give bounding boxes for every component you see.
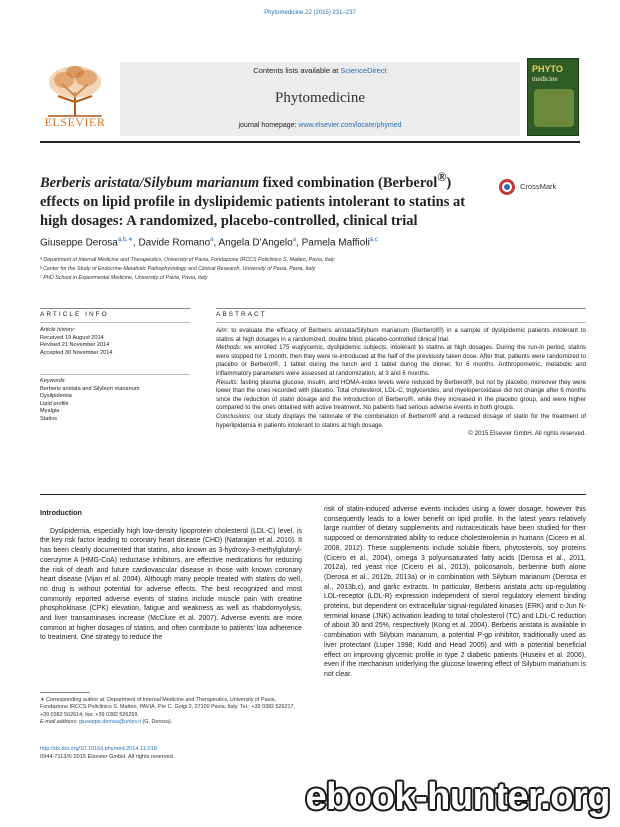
article-info-label: ARTICLE INFO [40,311,109,318]
homepage-prefix: journal homepage: [238,122,299,129]
contents-availability [120,66,520,75]
history-heading: Article history: [40,327,76,333]
abstract-conclusions [216,413,586,430]
cover-title: PHYTO [532,64,563,74]
doi-link[interactable]: http://dx.doi.org/10.1016/j.phymed.2014.11.018 [40,746,157,752]
article-info-rule [40,308,190,309]
abstract-copyright: © 2015 Elsevier GmbH. All rights reserved. [468,430,586,438]
keyword: Lipid profile [40,400,69,407]
issn-rights: 0944-7113/© 2015 Elsevier GmbH. All rights reserved. [40,753,175,760]
doi-block [40,746,340,761]
elsevier-tree-icon [40,62,110,118]
abstract-subrule [216,322,586,323]
article-history [40,327,190,357]
email-label: E-mail address: [40,719,79,726]
affiliation: ᵇ Center for the Study of Endocrine-Metabolic Pathophysiology and Clinical Research, University of Pavia, Pavia, Italy [40,266,316,272]
author-affiliation-marker[interactable]: a [292,237,297,243]
body-divider [40,494,586,495]
author-affiliation-marker[interactable]: a,c [369,237,378,243]
journal-cover-thumbnail[interactable] [527,58,579,136]
registered-mark: ® [437,170,447,184]
abstract-label: ABSTRACT [216,311,267,318]
history-received: Received 19 August 2014 [40,334,104,341]
title-species: Berberis aristata/Silybum marianum [40,174,260,191]
journal-name: Phytomedicine [275,90,365,106]
title-part-2: ) effects on lipid profile in dyslipidemic patients intolerant to statins at high dosages: A randomized, placebo-controlled, clinical trial [40,174,466,229]
keyword: Statins [40,415,58,422]
affiliation-list [40,256,580,283]
author-name[interactable]: Davide Romano [138,237,211,249]
abstract-methods [216,344,586,378]
article-title [40,168,480,231]
affiliation: ᵃ Department of Internal Medicine and Therapeutics, University of Pavia, Fondazione IRCCS Policlinico S. Matteo, Pavia, Italy [40,257,335,263]
methods-text: we enrolled 175 euglycemic, dyslipidemic subjects, intolerant to statins at high dosages. During the run-in period, statins were stopped for 1 month, then they were re-introduced at the half of the previously taken dose. After that, patients were randomized to placebo or Berberol®, 1 tablet during the lunch and 1 tablet during the dinner, for 6 months. Anthropometric, metabolic and inflammatory parameters were assessed at randomization, at 3 and 6 months. [216,344,586,377]
footnote-rule [40,692,90,693]
intro-paragraph-continued: risk of statin-induced adverse events includes using a lower dosage, however this consequently leads to a lower benefit on lipid profile. In the latest years relatively large number of dietary supplements and nutraceuticals have been studied for their supposed or demonstrated ability to reduce cholesterolemia in humans (Cicero et al. 2008, 2012). These supplements include soluble fibers, phytosterols, soy proteins (Cicero et al., 2004), omega 3 polyunsaturated fatty acids (Derosa et al., 2011, 2012a), red yeast rice (Cicero et al., 2013), policosanols, berberine both alone (Derosa et al., 2012b, 2013a) or in combination with Silybum marianum (Derosa et al., 2013b,c), and garlic extracts. In particular, Berberis aristata acts up-regulating LDL-receptor (LDL-R) expression independent of sterol regulatory element binding proteins, but dependent on extracellular signal-regulated kinases (ERK) and c-Jun N-terminal kinase (JNK) activation leading to total cholesterol (TC) and LDL-C reduction of about 30 and 25%, respectively (Kong et al. 2004). Berberis aristata is available in combination with Silybum marianum, a potential P-gp inhibitor, traditionally used as liver protectant (Luper 1998; Kidd and Head 2005) and with a potential beneficial effect on improving glycemic profile in type 2 diabetic patients (Huseini et al. 2006), even if the mechanism underlying the glucose lowering effect of Silybum marianum is not clear. [324,506,586,678]
author-list: Giuseppe Derosa$^{a,b,∗}$, Davide Romano$^a$, Angela D'Angelo$^a$, Pamela Maffioli$^{a,c}$ [40,237,378,249]
author-email-link[interactable]: giuseppe.derosa@unipv.it [78,719,141,726]
keyword: Dyslipidemia [40,393,72,400]
abstract-body [216,327,586,439]
body-left-column [40,508,302,643]
history-revised: Revised 21 November 2014 [40,342,110,349]
article-info-subrule [40,322,190,323]
keyword: Myalgia [40,408,60,415]
conclusions-label: Conclusions: [216,412,252,420]
abstract-rule [216,308,586,309]
author-name[interactable]: Pamela Maffioli [301,237,370,249]
keyword: Berberis aristata and Silybum marianum [40,385,140,392]
elsevier-wordmark: ELSEVIER [44,115,106,129]
history-accepted: Accepted 30 November 2014 [40,349,113,356]
title-part-1: fixed combination (Berberol [259,174,438,191]
conclusions-text: our study displays the rationale of the combination of Berberol® and a reduced dosage of statin for the treatment of hyperlipidemia in patients intolerant to statins at high dosage. [216,412,586,429]
keywords-heading: Keywords: [40,378,67,384]
author-affiliation-marker[interactable]: a,b,∗ [117,237,133,243]
elsevier-logo [40,62,110,130]
author-name[interactable]: Giuseppe Derosa [40,237,118,249]
footnote-email-line [40,719,302,726]
corresponding-author-footnote [40,697,302,727]
cover-subtitle: medicine [532,75,558,83]
journal-header-band [120,62,520,136]
keywords-block [40,378,190,424]
keywords-divider [40,374,190,375]
contents-prefix: Contents lists available at [253,66,341,75]
methods-label: Methods: [216,344,242,352]
crossmark-label: CrossMark [520,182,557,191]
header-divider [40,141,580,143]
author-affiliation-marker[interactable]: a [210,237,214,243]
journal-homepage [120,122,520,129]
email-suffix: (G. Derosa). [140,719,173,726]
sciencedirect-link[interactable]: ScienceDirect [340,66,387,75]
results-label: Results: [216,378,239,386]
body-right-column [324,505,586,680]
introduction-heading: Introduction [40,508,82,517]
author-name[interactable]: Angela D'Angelo [218,237,293,249]
footnote-text: ∗ Corresponding author at: Department of Internal Medicine and Therapeutics, University of Pavia, Fondazione IRCCS Policlinico S. Matteo, PAVIA, P.le C. Golgi 2, 27100 Pavia, Italy. Tel.: +39 0382 526217, +39 0382 502614; fax: +39 0382 526259. [40,697,295,718]
crossmark-badge[interactable] [498,178,586,196]
watermark: ebook-hunter.org [305,776,610,818]
journal-reference[interactable]: Phytomedicine 22 (2015) 231–237 [264,10,356,16]
cover-plant-image [534,89,574,127]
results-text: fasting plasma glucose, insulin, and HOMA-index levels were reduced by Berberol®, but not by placebo; moreover they were lower than the ones recorded with placebo. Total cholesterol, LDL-C, triglycerides, and myeloperoxidase did not change after 6 months since the reduction of statin dosage and the introduction of Berberol®, while they increased in the placebo group, and were higher compared to the ones obtained with active treatment. No patients had serious adverse events in both groups. [216,378,586,412]
aim-text: to evaluate the efficacy of Berberis aristata/Silybum marianum (Berberol®) in a sample of dyslipidemic patients intolerant to statins at high dosages in a randomized, double blind, placebo-controlled clinical trial. [216,327,586,343]
homepage-link[interactable]: www.elsevier.com/locate/phymed [298,122,402,129]
abstract-results [216,379,586,413]
aim-label: Aim: [216,327,229,334]
crossmark-icon [498,178,516,196]
affiliation: ᶜ PhD School in Experimental Medicine, University of Pavia, Pavia, Italy [40,275,208,281]
intro-paragraph: Dyslipidemia, especially high low-density lipoprotein cholesterol (LDL-C) level, is the key risk factor leading to coronary heart disease (CHD) (Natarajan et al. 2010). It has been clearly documented that statins, also known as 3-hydroxy-3-methylglutaryl-coenzyme A (HMG-CoA) reductase inhibitors, are effective medications for reducing the risk of death and future cardiovascular disease in those with known coronary heart disease (Vijan et al. 2004). Although many people treated with statins do well, no drug is without potential for adverse effects. The best recognized and most commonly reported adverse events of statins include muscle pain with creatine phosphokinase (CPK) elevation, fatigue and weakness as well as rhabdomyolysis, and liver transaminases increase (McClure et al. 2007). Adverse events are more common at higher dosages of statins, and often contribute to patients' low adherence to treatment. One strategy to reduce the [40,527,302,642]
abstract-aim [216,327,586,344]
